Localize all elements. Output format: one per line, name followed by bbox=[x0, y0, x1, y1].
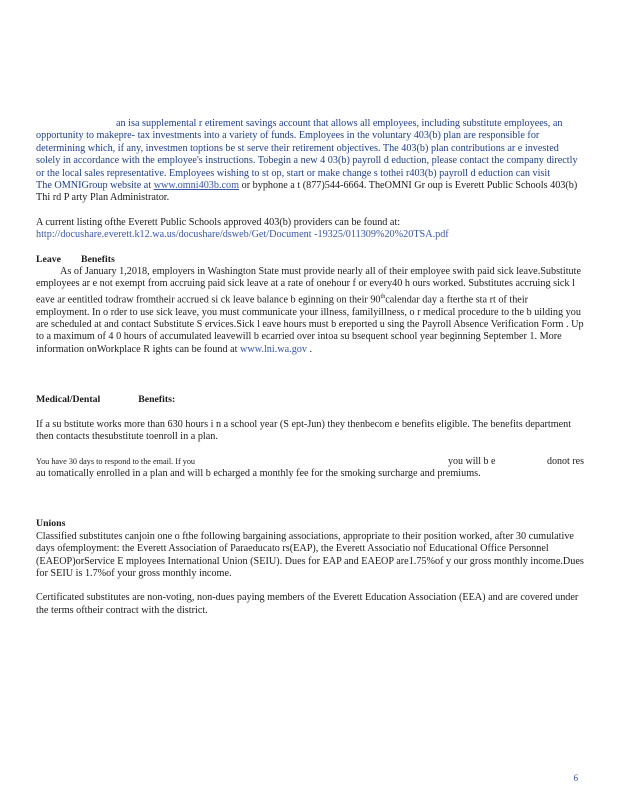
medical-heading-word1: Medical/Dental bbox=[36, 394, 101, 406]
listing-url-link[interactable]: http://docushare.everett.k12.wa.us/docushare/dsweb/Get/Document -19325/011309%20%20TSA.pdf bbox=[36, 229, 449, 241]
leave-body-part2: calendar day a fterthe sta rt of their employment. In o rder to use sick leave, you must communicate your illness, familyillness, o r medical procedure to the b uilding you are scheduled at and contact Substitute S ervices.Sick l eave hours must b ereported u sing the Payroll Absence Verification Form . Up to a maximum of 4 0 hours of accumulated leavewill b ecarried over intoa su bsequent school year beginning September 1. More information onWorkplace R ights can be found at bbox=[36, 294, 584, 355]
spacer bbox=[36, 580, 584, 592]
medical-benefits-paragraph: If a su bstitute works more than 630 hours i n a school year (S ept-Jun) they thenbecom e benefits eligible. The benefits department then contacts thesubstitute toenroll in a plan. bbox=[36, 418, 572, 443]
medical-benefits-heading bbox=[36, 394, 584, 406]
medical-mid-text: you will b e bbox=[448, 455, 496, 467]
document-body bbox=[36, 118, 584, 617]
leave-body-end: . bbox=[306, 343, 313, 355]
spacer bbox=[36, 242, 584, 254]
medical-response-row bbox=[36, 456, 584, 468]
leave-heading-word2: Benefits bbox=[81, 253, 115, 265]
listing-text: A current listing ofthe Everett Public Schools approved 403(b) providers can be found at: bbox=[36, 216, 401, 228]
spacer bbox=[36, 356, 584, 394]
leave-benefits-paragraph bbox=[36, 266, 584, 356]
unions-paragraph-certificated: Certificated substitutes are non-voting, non-dues paying members of the Everett Education Association (EEA) and are covered under the terms oftheir contract with the district. bbox=[36, 592, 579, 616]
omni-paragraph bbox=[36, 180, 584, 205]
spacer bbox=[36, 480, 584, 518]
spacer bbox=[36, 205, 584, 217]
leave-heading-word1: Leave bbox=[36, 253, 62, 265]
leave-benefits-heading bbox=[36, 254, 584, 266]
spacer bbox=[36, 444, 584, 456]
medical-heading-word2: Benefits: bbox=[138, 394, 176, 406]
medical-right-text: donot res bbox=[547, 455, 584, 467]
retirement-paragraph bbox=[36, 118, 584, 180]
leave-body-part1: As of January 1,2018, employers in Washington State must provide nearly all of their employee swith paid sick leave.Substitute employees ar e not exempt from accruing paid sick leave at a rate of onehour f or every40 h ours worked. Substitutes accruing sick l eave ar eentitled todraw fromtheir accrued si ck leave balance b eginning on their 90 bbox=[36, 266, 581, 306]
page-number: 6 bbox=[573, 773, 578, 783]
omni-website-link[interactable]: www.omni403b.com bbox=[153, 180, 240, 192]
leave-superscript: th bbox=[380, 293, 386, 300]
omni-text-prefix: The OMNIGroup website at bbox=[36, 180, 154, 192]
medical-enrollment-line: au tomatically enrolled in a plan and will b echarged a monthly fee for the smoking surcharge and premiums. bbox=[36, 467, 481, 479]
spacer bbox=[36, 407, 584, 419]
unions-paragraph-classified: Classified substitutes canjoin one o fthe following bargaining associations, appropriate to their position worked, after 30 cumulative days ofemployment: the Everett Association of Paraeducato rs(EAP), the Everett Associatio nof Educational Office Personnel (EAEOP)orService E mployees International Union (SEIU). Dues for EAP and EAEOP are1.75%of y our gross monthly income.Dues for SEIU is 1.7%of your gross monthly income. bbox=[36, 530, 584, 579]
unions-heading: Unions bbox=[36, 518, 66, 530]
medical-small-text: You have 30 days to respond to the email. If you bbox=[36, 456, 196, 466]
omni-text-suffix: or byphone a t (877)544-6664. TheOMNI Gr oup is Everett Public Schools 403(b) Thi rd P arty Plan Administrator. bbox=[36, 180, 578, 204]
lni-website-link[interactable]: www.lni.wa.gov bbox=[240, 343, 307, 355]
retirement-text: an isa supplemental r etirement savings account that allows all employees, including substitute employees, an opportunity to makepre- tax investments into a variety of funds. Employees in the voluntary 403(b) plan are responsible for determining which, if any, investmen toptions be st serve their retirement objectives. The 403(b) plan contributions ar e invested solely in accordance with the employee's instructions. Tobegin a new 4 03(b) payroll d eduction, please contact the company directly or the local sales representative. Employees wishing to st op, start or make change s tothei r403(b) payroll d eduction can visit bbox=[36, 118, 578, 179]
